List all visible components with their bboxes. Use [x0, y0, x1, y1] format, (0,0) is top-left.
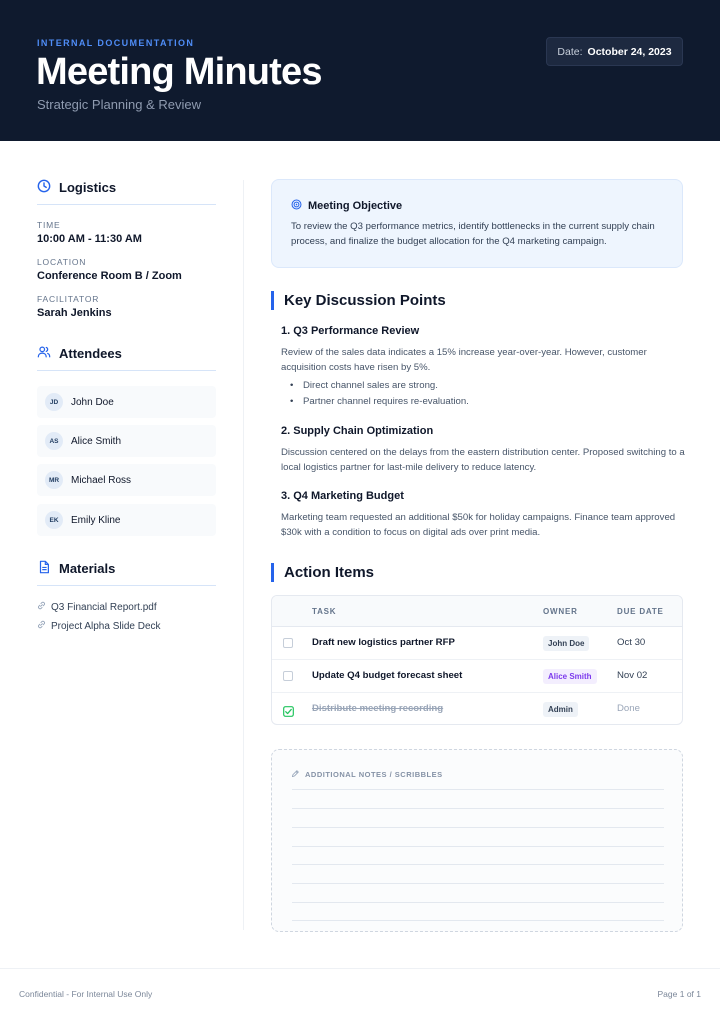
- due-date: Nov 02: [617, 670, 648, 681]
- topic-title: 3. Q4 Marketing Budget: [281, 490, 404, 502]
- attendees-divider: [37, 370, 216, 371]
- note-line: [292, 902, 664, 903]
- topic-bullets: [290, 378, 469, 410]
- avatar: EK: [45, 511, 63, 529]
- column-header-owner: OWNER: [543, 607, 578, 616]
- date-badge: [546, 37, 683, 66]
- users-icon: [37, 345, 51, 362]
- date-label: Date:: [557, 45, 583, 58]
- avatar: AS: [45, 432, 63, 450]
- note-line: [292, 846, 664, 847]
- target-icon: [291, 199, 302, 213]
- topic-text: Marketing team requested an additional $50k for holiday campaigns. Finance team approved $30k with a condition to focus on digital ads over print media.: [281, 512, 676, 538]
- topic-text: Review of the sales data indicates a 15% increase year-over-year. However, customer acquisition costs have risen by 5%.: [281, 347, 647, 373]
- location-label: LOCATION: [37, 257, 87, 267]
- attendee-name: John Doe: [71, 396, 114, 408]
- note-line: [292, 827, 664, 828]
- logistics-title: Logistics: [59, 180, 117, 195]
- topic-text: Discussion centered on the delays from the eastern distribution center. Proposed switching to a local logistics partner for last-mile delivery to reduce latency.: [281, 447, 685, 473]
- owner-badge: Admin: [543, 702, 578, 717]
- attendees-heading: [37, 345, 122, 362]
- note-line: [292, 920, 664, 921]
- task-checkbox[interactable]: [283, 638, 293, 648]
- material-link[interactable]: [37, 601, 157, 613]
- objective-text: To review the Q3 performance metrics, identify bottlenecks in the current supply chain process, and finalize the budget allocation for the Q4 marketing campaign.: [291, 221, 655, 247]
- materials-heading: [37, 560, 115, 577]
- attendees-title: Attendees: [59, 346, 122, 361]
- notes-box[interactable]: [271, 749, 683, 932]
- column-header-due: DUE DATE: [617, 607, 664, 616]
- note-line: [292, 789, 664, 790]
- note-line: [292, 883, 664, 884]
- bullet-item: • Direct channel sales are strong.: [290, 378, 469, 394]
- attendee-item: [37, 386, 216, 418]
- footer-divider: [0, 968, 720, 969]
- notes-title: ADDITIONAL NOTES / SCRIBBLES: [305, 770, 443, 779]
- table-row: [272, 660, 683, 693]
- topic-title: 1. Q3 Performance Review: [281, 325, 420, 337]
- note-line: [292, 864, 664, 865]
- date-value: October 24, 2023: [587, 45, 672, 58]
- actions-heading: Action Items: [271, 563, 374, 582]
- avatar: JD: [45, 393, 63, 411]
- attendee-item: [37, 425, 216, 457]
- page-subtitle: Strategic Planning & Review: [37, 97, 202, 112]
- link-icon: [37, 620, 46, 632]
- discussion-heading: Key Discussion Points: [271, 291, 446, 310]
- note-line: [292, 808, 664, 809]
- due-date: Done: [617, 703, 640, 714]
- time-value: 10:00 AM - 11:30 AM: [37, 233, 142, 245]
- attendee-name: Emily Kline: [71, 514, 121, 526]
- footer-page-number: Page 1 of 1: [657, 989, 701, 999]
- pencil-icon: [291, 769, 300, 780]
- time-label: TIME: [37, 220, 61, 230]
- footer-confidential: Confidential - For Internal Use Only: [19, 989, 153, 999]
- attendee-item: [37, 464, 216, 496]
- attendee-name: Alice Smith: [71, 435, 122, 447]
- page-header: [0, 0, 720, 141]
- page-title: Meeting Minutes: [36, 51, 322, 93]
- owner-badge: John Doe: [543, 636, 589, 651]
- avatar: MR: [45, 471, 63, 489]
- task-label: Update Q4 budget forecast sheet: [312, 670, 463, 681]
- attendee-name: Michael Ross: [71, 474, 132, 486]
- link-icon: [37, 601, 46, 613]
- attendee-item: [37, 504, 216, 536]
- facilitator-label: FACILITATOR: [37, 294, 100, 304]
- facilitator-value: Sarah Jenkins: [37, 307, 112, 319]
- material-label[interactable]: Project Alpha Slide Deck: [51, 620, 161, 632]
- table-row: [272, 693, 683, 725]
- checked-checkbox-icon[interactable]: [283, 704, 293, 714]
- task-label: Distribute meeting recording: [312, 703, 444, 714]
- task-checkbox[interactable]: [283, 671, 293, 681]
- document-icon: [37, 560, 51, 577]
- sidebar-divider: [243, 180, 244, 930]
- logistics-divider: [37, 204, 216, 205]
- logistics-heading: [37, 179, 116, 196]
- objective-heading: [291, 199, 402, 213]
- material-label[interactable]: Q3 Financial Report.pdf: [51, 601, 157, 613]
- header-eyebrow: INTERNAL DOCUMENTATION: [37, 38, 195, 48]
- table-row: [272, 627, 683, 660]
- column-header-task: TASK: [312, 607, 337, 616]
- owner-badge: Alice Smith: [543, 669, 597, 684]
- due-date: Oct 30: [617, 637, 646, 648]
- bullet-item: • Partner channel requires re-evaluation.: [290, 394, 469, 410]
- objective-card: [271, 179, 683, 268]
- clock-icon: [37, 179, 51, 196]
- location-value: Conference Room B / Zoom: [37, 270, 182, 282]
- action-items-table: [271, 595, 683, 725]
- material-link[interactable]: [37, 620, 161, 632]
- table-header: [272, 596, 683, 627]
- topic-title: 2. Supply Chain Optimization: [281, 425, 434, 437]
- materials-divider: [37, 585, 216, 586]
- notes-heading: [291, 769, 443, 780]
- task-label: Draft new logistics partner RFP: [312, 637, 455, 648]
- objective-title: Meeting Objective: [308, 200, 403, 212]
- materials-title: Materials: [59, 561, 116, 576]
